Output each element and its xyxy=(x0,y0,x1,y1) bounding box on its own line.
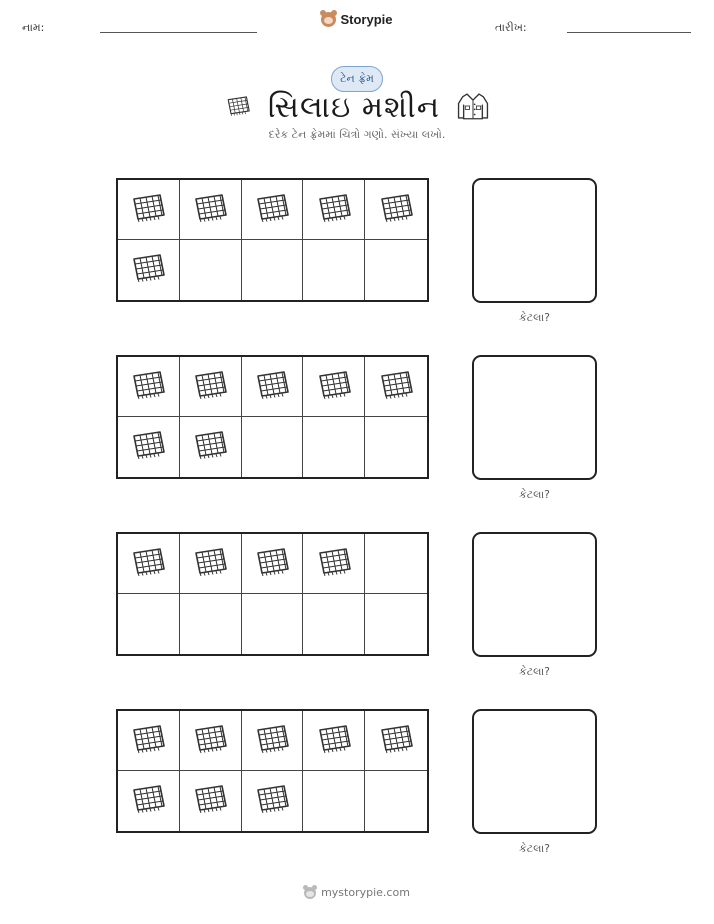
ten-frame-cell xyxy=(242,594,304,654)
folded-cloth-icon xyxy=(252,191,292,229)
ten-frame-cell xyxy=(303,240,365,300)
folded-cloth-icon xyxy=(314,722,354,760)
answer-box[interactable] xyxy=(472,709,597,834)
folded-cloth-icon xyxy=(128,428,168,466)
ten-frame-cell xyxy=(118,711,180,771)
folded-cloth-icon xyxy=(252,782,292,820)
ten-frame-cell xyxy=(180,180,242,240)
answer-box[interactable] xyxy=(472,178,597,303)
ten-frame-cell xyxy=(118,417,180,477)
folded-cloth-icon xyxy=(128,545,168,583)
count-prompt: કેટલા? xyxy=(518,488,551,501)
folded-cloth-icon xyxy=(190,722,230,760)
ten-frame xyxy=(116,532,429,656)
ten-frame-cell xyxy=(242,357,304,417)
folded-cloth-icon xyxy=(190,428,230,466)
folded-cloth-icon xyxy=(314,545,354,583)
ten-frame-cell xyxy=(180,771,242,831)
bear-logo-icon xyxy=(304,887,316,899)
ten-frame-cell xyxy=(365,534,427,594)
brand-logo xyxy=(0,12,714,27)
folded-cloth-icon xyxy=(128,782,168,820)
ten-frame-cell xyxy=(303,771,365,831)
ten-frame-cell xyxy=(118,534,180,594)
folded-cloth-icon xyxy=(190,368,230,406)
count-prompt: કેટલા? xyxy=(518,665,551,678)
brand-name: Storypie xyxy=(340,12,393,27)
answer-box[interactable] xyxy=(472,355,597,480)
bear-logo-icon xyxy=(321,12,336,27)
folded-cloth-icon xyxy=(252,545,292,583)
ten-frame-cell xyxy=(180,357,242,417)
ten-frame-cell xyxy=(365,711,427,771)
ten-frame-cell xyxy=(365,417,427,477)
ten-frame-cell xyxy=(242,240,304,300)
ten-frame xyxy=(116,355,429,479)
ten-frame-cell xyxy=(303,417,365,477)
folded-cloth-icon xyxy=(190,545,230,583)
ten-frame-cell xyxy=(365,180,427,240)
answer-box[interactable] xyxy=(472,532,597,657)
ten-frame-cell xyxy=(242,771,304,831)
folded-cloth-icon xyxy=(190,782,230,820)
name-label: નામ: xyxy=(22,21,45,34)
ten-frame-cell xyxy=(118,594,180,654)
ten-frame-cell xyxy=(365,594,427,654)
shirt-icon xyxy=(456,91,490,125)
ten-frame-cell xyxy=(242,534,304,594)
ten-frame-cell xyxy=(180,240,242,300)
name-line[interactable] xyxy=(100,32,257,33)
ten-frame-cell xyxy=(303,180,365,240)
ten-frame-cell xyxy=(180,711,242,771)
title-text: સિલાઇ મશીન xyxy=(267,90,441,125)
ten-frame-cell xyxy=(180,594,242,654)
ten-frame-cell xyxy=(365,240,427,300)
folded-cloth-icon xyxy=(128,251,168,289)
instruction-text: દરેક ટેન ફ્રેમમાં ચિત્રો ગણો. સંખ્યા લખો. xyxy=(268,128,446,141)
ten-frame-cell xyxy=(118,180,180,240)
ten-frame xyxy=(116,709,429,833)
ten-frame-cell xyxy=(242,711,304,771)
folded-cloth-icon xyxy=(376,191,416,229)
ten-frame-cell xyxy=(303,357,365,417)
ten-frame-cell xyxy=(118,357,180,417)
count-prompt: કેટલા? xyxy=(518,842,551,855)
topic-pill: ટેન ફ્રેમ xyxy=(331,66,383,92)
folded-cloth-icon xyxy=(252,722,292,760)
ten-frame-cell xyxy=(118,240,180,300)
folded-cloth-icon xyxy=(128,368,168,406)
date-line[interactable] xyxy=(567,32,691,33)
footer-url[interactable]: mystorypie.com xyxy=(321,886,410,899)
folded-cloth-icon xyxy=(314,191,354,229)
ten-frame-cell xyxy=(180,534,242,594)
ten-frame-cell xyxy=(303,711,365,771)
folded-cloth-icon xyxy=(252,368,292,406)
date-label: તારીખ: xyxy=(495,21,527,34)
ten-frame-cell xyxy=(365,771,427,831)
folded-cloth-icon xyxy=(314,368,354,406)
ten-frame xyxy=(116,178,429,302)
ten-frame-cell xyxy=(180,417,242,477)
folded-cloth-icon xyxy=(376,368,416,406)
ten-frame-cell xyxy=(303,594,365,654)
ten-frame-cell xyxy=(242,180,304,240)
folded-cloth-icon xyxy=(190,191,230,229)
page-title xyxy=(0,90,714,125)
count-prompt: કેટલા? xyxy=(518,311,551,324)
folded-cloth-icon xyxy=(376,722,416,760)
folded-cloth-icon xyxy=(128,722,168,760)
ten-frame-cell xyxy=(303,534,365,594)
folded-cloth-icon xyxy=(128,191,168,229)
ten-frame-cell xyxy=(242,417,304,477)
ten-frame-cell xyxy=(118,771,180,831)
footer xyxy=(0,886,714,899)
ten-frame-cell xyxy=(365,357,427,417)
folded-cloth-icon xyxy=(224,94,252,122)
